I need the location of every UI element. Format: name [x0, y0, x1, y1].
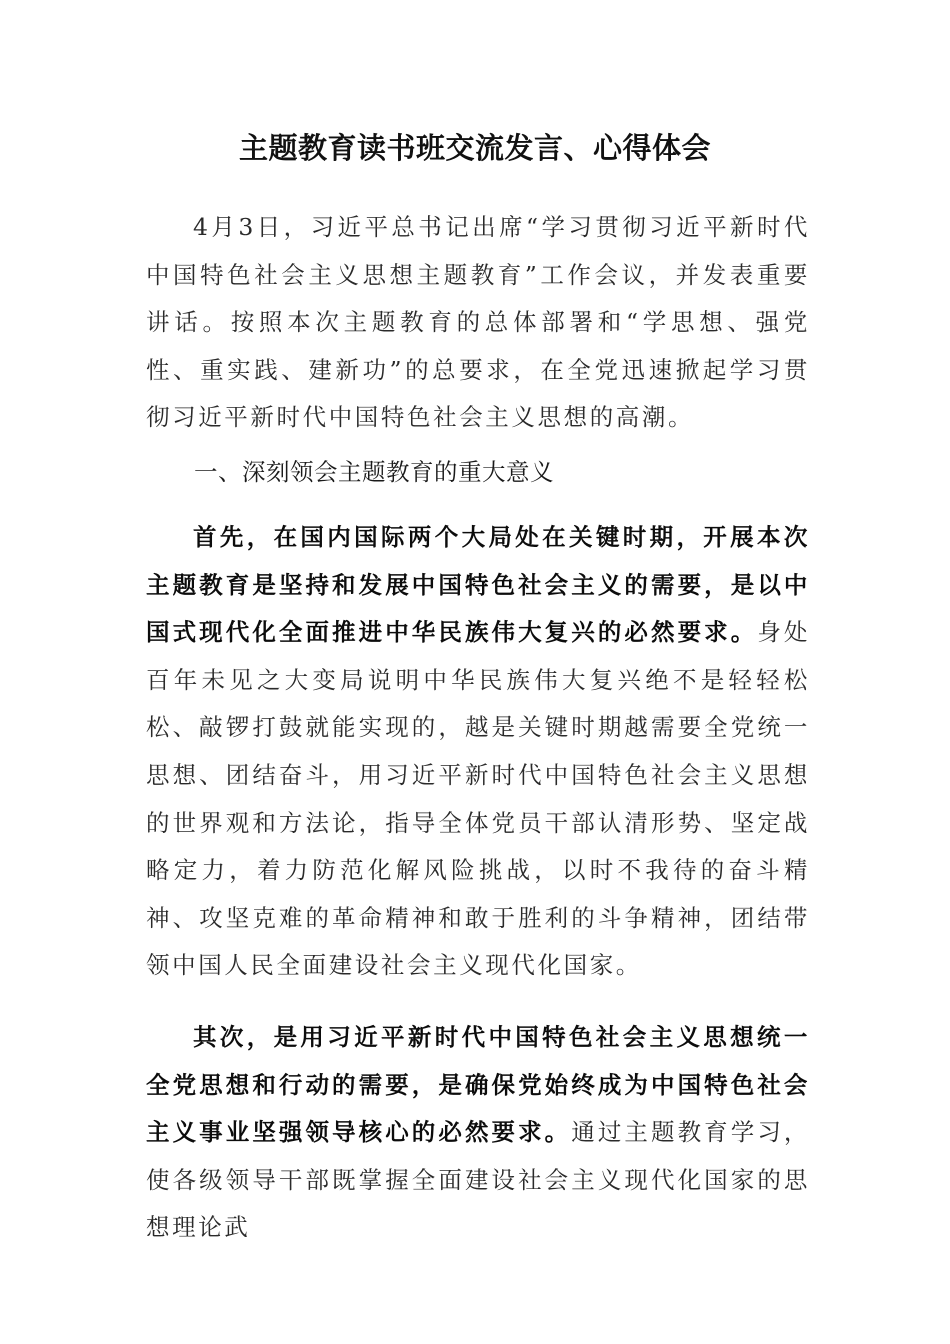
- paragraph-first-point-lead: 首先，在国内国际两个大局处在关键时期，开展本次主题教育是坚持和发展中国特色社会主义的需要，是以中国式现代化全面推进中华民族伟大复兴的必然要求。: [146, 523, 810, 647]
- paragraph-first-point: [146, 514, 810, 990]
- paragraph-first-point-body: 身处百年未见之大变局说明中华民族伟大复兴绝不是轻轻松松、敲锣打鼓就能实现的，越是关键时期越需要全党统一思想、团结奋斗，用习近平新时代中国特色社会主义思想的世界观和方法论，指导全体党员干部认清形势、坚定战略定力，着力防范化解风险挑战，以时不我待的奋斗精神、攻坚克难的革命精神和敢于胜利的斗争精神，团结带领中国人民全面建设社会主义现代化国家。: [146, 618, 810, 980]
- paragraph-second-point: [146, 1014, 810, 1252]
- document-title: 主题教育读书班交流发言、心得体会: [238, 131, 711, 165]
- intro-paragraph: 4月3日，习近平总书记出席“学习贯彻习近平新时代中国特色社会主义思想主题教育”工作会议，并发表重要讲话。按照本次主题教育的总体部署和“学思想、强党性、重实践、建新功”的总要求，在全党迅速掀起学习贯彻习近平新时代中国特色社会主义思想的高潮。: [146, 213, 810, 432]
- section-heading: 一、深刻领会主题教育的重大意义: [194, 458, 554, 486]
- paragraph-second-point-lead: 其次，是用习近平新时代中国特色社会主义思想统一全党思想和行动的需要，是确保党始终成为中国特色社会主义事业坚强领导核心的必然要求。: [146, 1023, 810, 1147]
- paragraph-second-point-body: 通过主题教育学习，使各级领导干部既掌握全面建设社会主义现代化国家的思想理论武: [146, 1118, 810, 1242]
